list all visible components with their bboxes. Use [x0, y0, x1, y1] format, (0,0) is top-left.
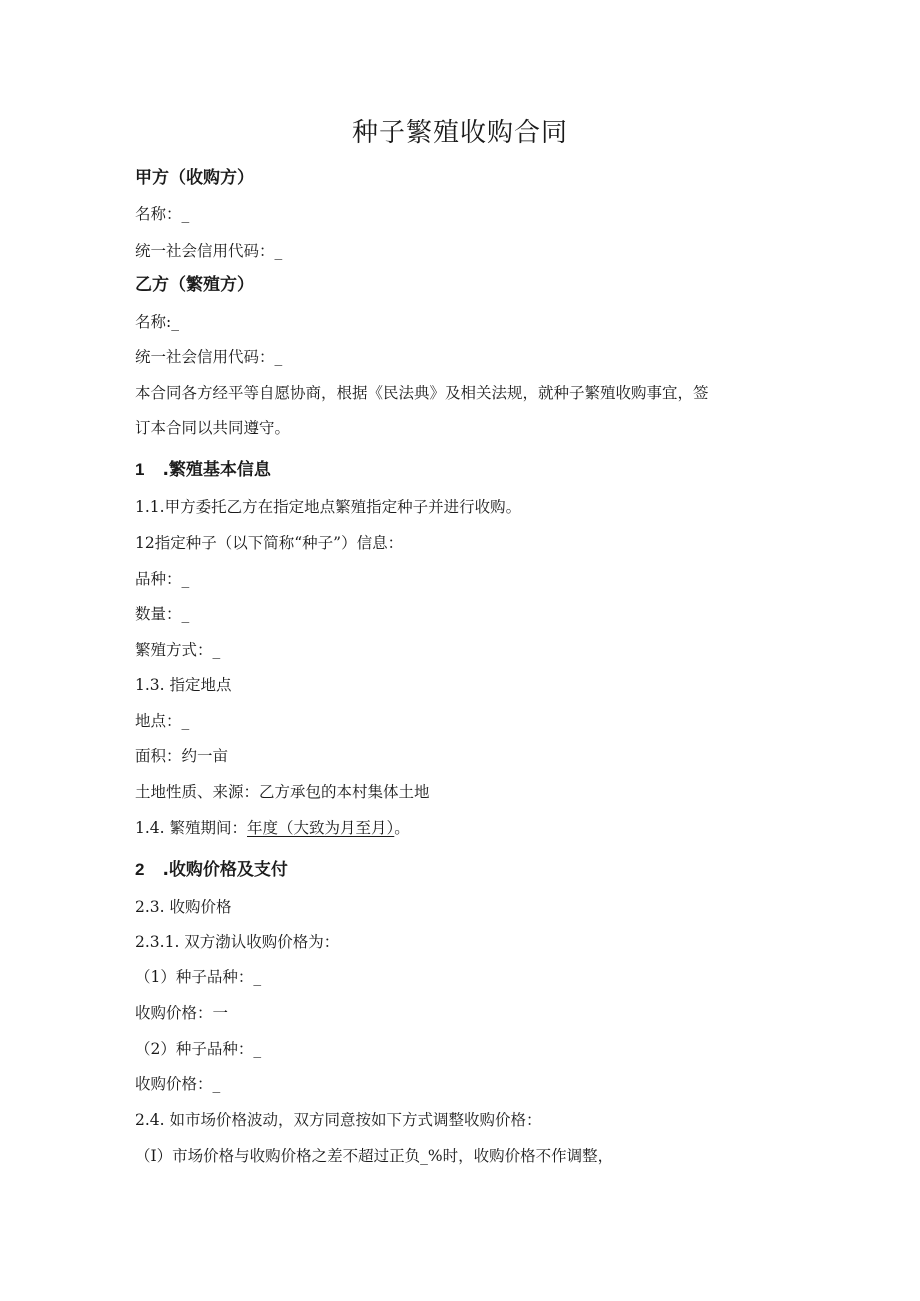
item-2-price: 收购价格：_ [135, 1075, 221, 1093]
clause-1-1: 1.1.甲方委托乙方在指定地点繁殖指定种子并进行收购。 [135, 498, 522, 516]
clause-2-4: 2.4. 如市场价格波动，双方同意按如下方式调整收购价格： [135, 1111, 542, 1129]
section-2-number: 2 [135, 860, 145, 879]
clause-1-3: 1.3. 指定地点 [135, 676, 232, 694]
section-1-number: 1 [135, 460, 145, 479]
party-a-credit-code: 统一社会信用代码：_ [135, 242, 283, 260]
clause-2-3: 2.3. 收购价格 [135, 898, 232, 916]
section-2-title: .收购价格及支付 [162, 860, 288, 880]
party-a-name: 名称：_ [135, 205, 190, 223]
clause-2-3-1: 2.3.1. 双方渤认收购价格为： [135, 933, 340, 951]
breeding-method: 繁殖方式：_ [135, 641, 221, 659]
seed-variety: 品种：_ [135, 570, 190, 588]
item-1-variety: （1）种子品种：_ [135, 968, 262, 986]
clause-2-4-1: （I）市场价格与收购价格之差不超过正负_%时，收购价格不作调整， [135, 1147, 614, 1165]
party-b-name: 名称:_ [135, 313, 179, 331]
party-a-heading: 甲方（收购方） [135, 168, 254, 188]
preamble-line-1: 本合同各方经平等自愿协商，根据《民法典》及相关法规，就种子繁殖收购事宜，签 [135, 384, 709, 402]
clause-1-4-label: 1.4. 繁殖期间： [135, 819, 248, 837]
clause-1-4 [135, 817, 410, 839]
party-b-heading: 乙方（繁殖方） [135, 275, 254, 295]
area: 面积：约一亩 [135, 747, 229, 765]
clause-1-4-value: 年度（大致为月至月） [247, 819, 395, 837]
clause-1-4-end: 。 [394, 819, 410, 837]
location: 地点：_ [135, 712, 190, 730]
document-title: 种子繁殖收购合同 [351, 118, 568, 148]
party-b-credit-code: 统一社会信用代码：_ [135, 348, 283, 366]
section-1-heading [135, 459, 271, 481]
item-2-variety: （2）种子品种：_ [135, 1040, 262, 1058]
section-2-heading [135, 859, 288, 881]
clause-1-2: 12指定种子（以下简称“种子”）信息： [135, 534, 404, 552]
section-1-title: .繁殖基本信息 [162, 460, 271, 480]
land-nature: 土地性质、来源：乙方承包的本村集体土地 [135, 783, 430, 801]
preamble-line-2: 订本合同以共同遵守。 [135, 419, 291, 437]
seed-quantity: 数量：_ [135, 605, 190, 623]
item-1-price: 收购价格：一 [135, 1004, 229, 1022]
